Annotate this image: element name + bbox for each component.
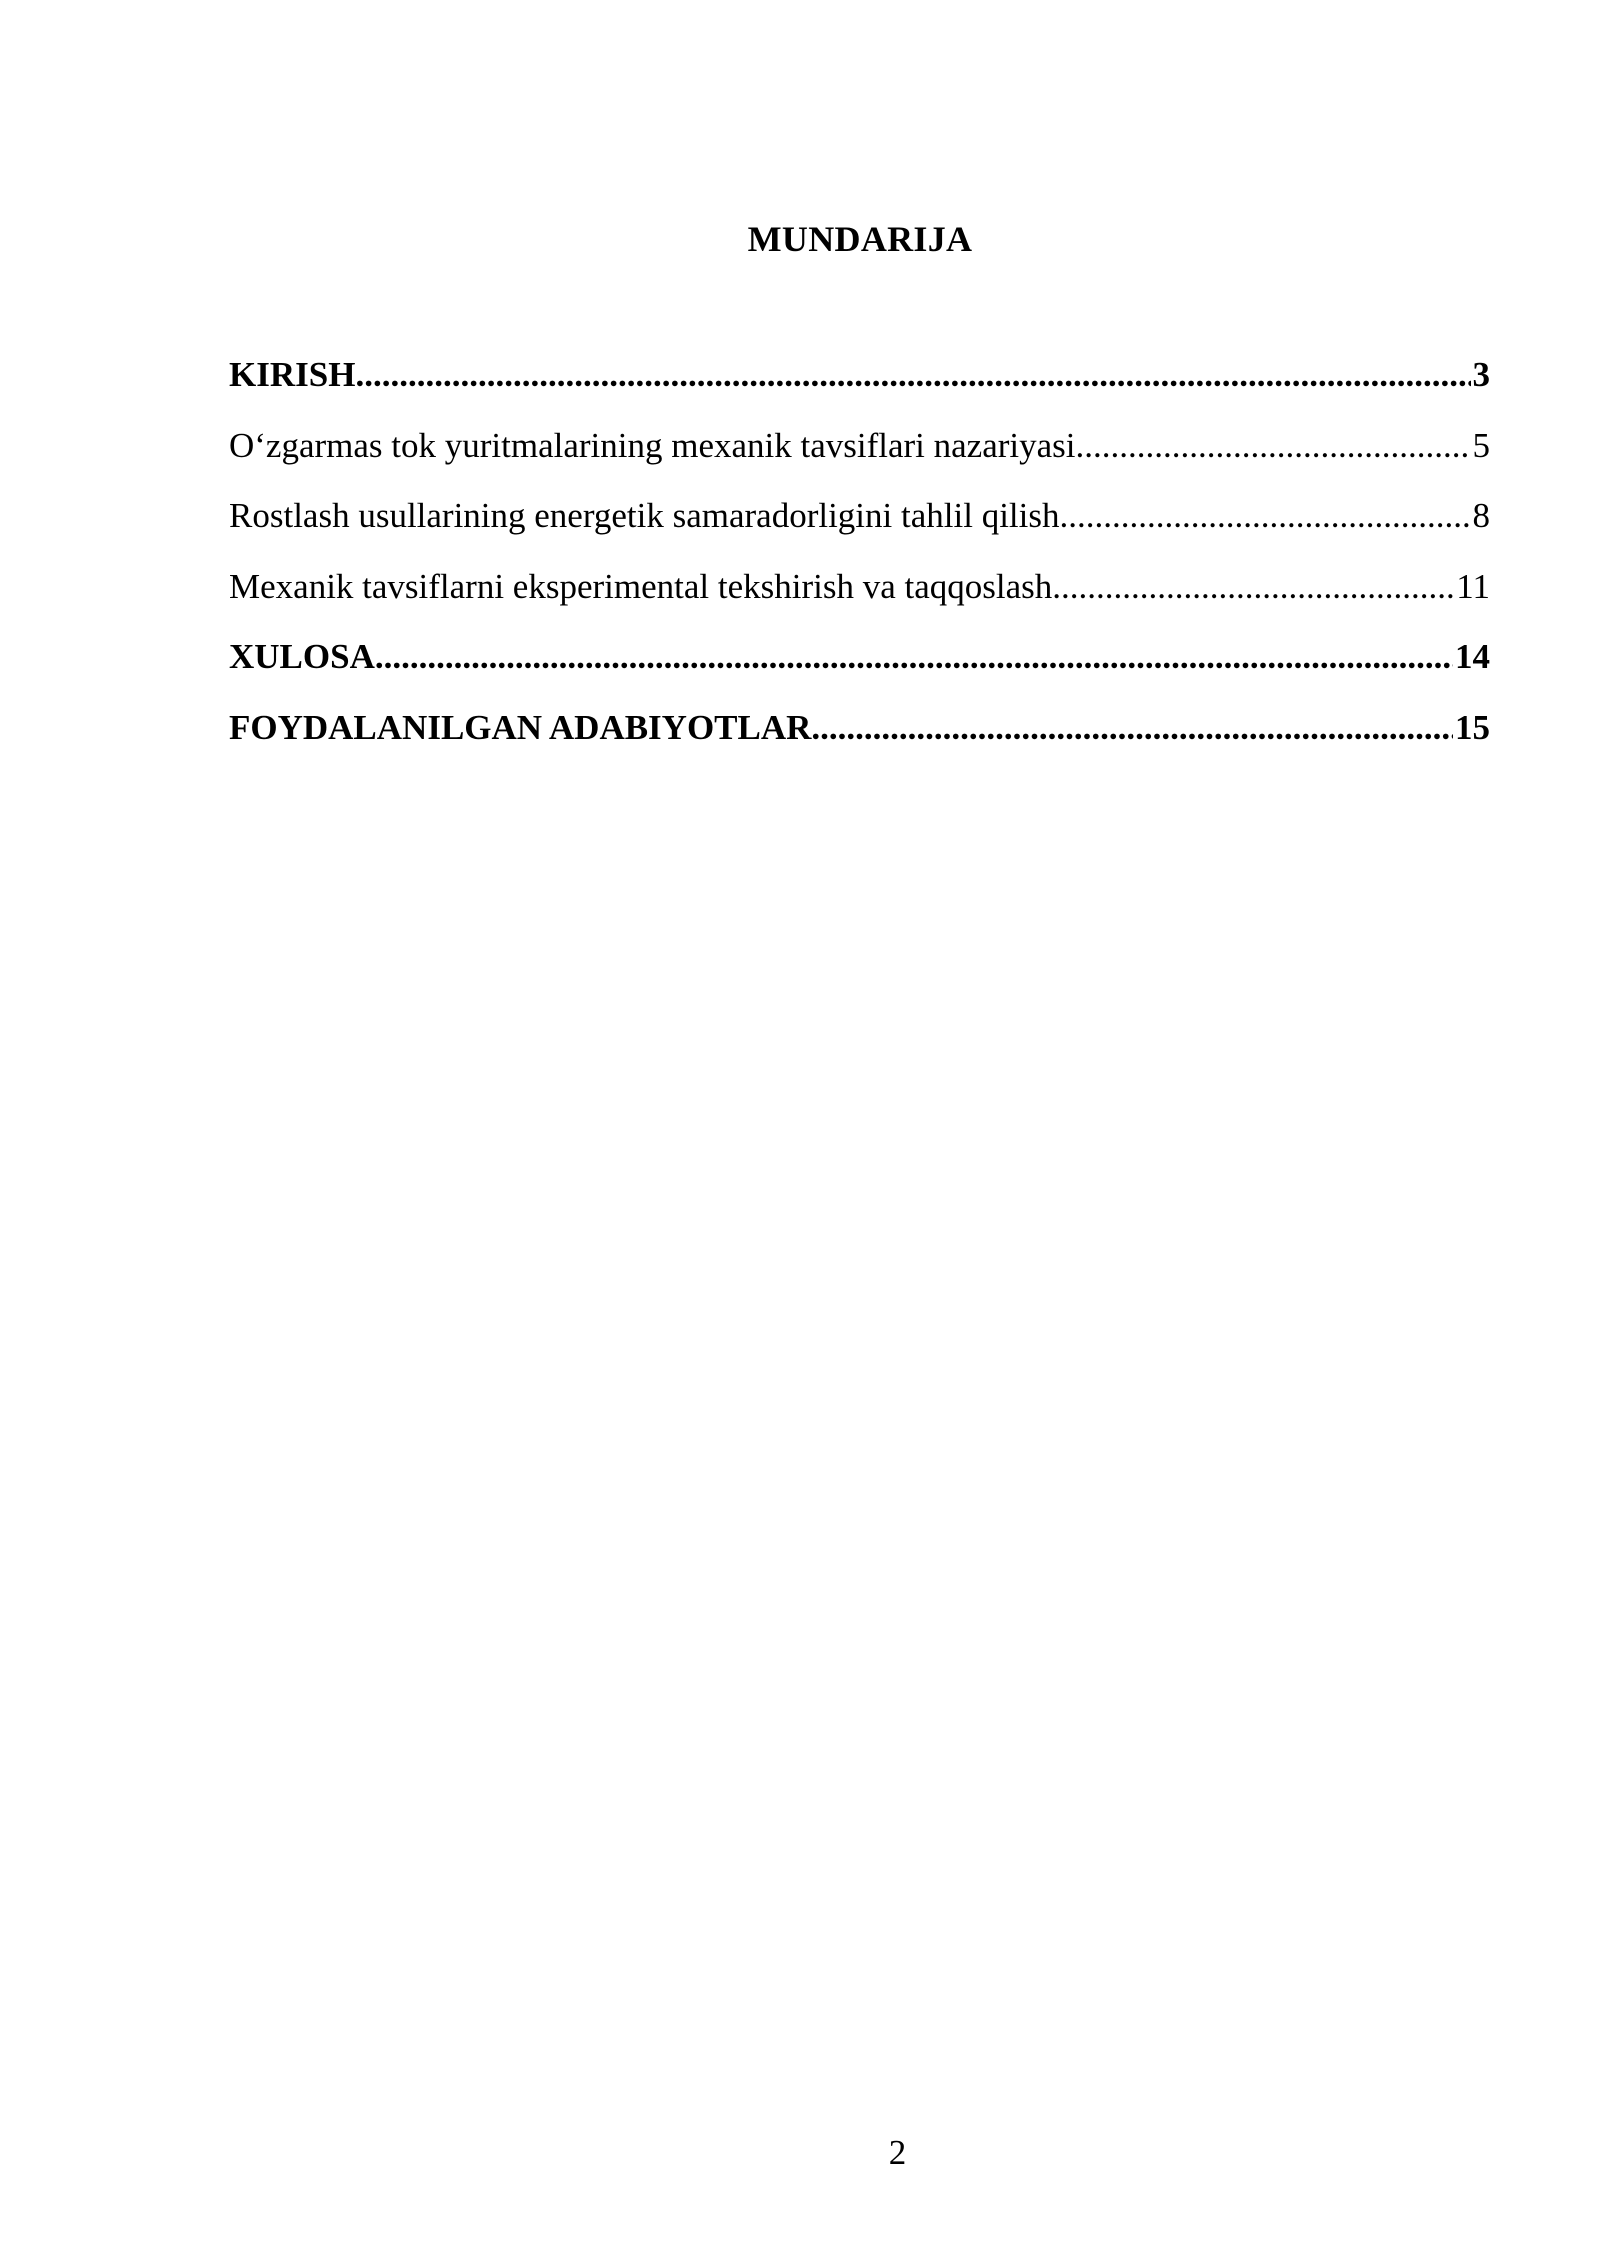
toc-dot-leader (1052, 562, 1454, 612)
toc-entry-label: O‘zgarmas tok yuritmalarining mexanik tavsiflari nazariyasi (229, 425, 1076, 465)
toc-entry-label: Mexanik tavsiflarni eksperimental tekshirish va taqqoslash (229, 566, 1053, 606)
toc-entry-xulosa (229, 632, 1490, 703)
toc-entry-kirish (229, 350, 1490, 421)
toc-dot-leader (375, 632, 1453, 682)
toc-entry-page: 14 (1455, 637, 1490, 676)
toc-entry-label: KIRISH (229, 355, 356, 394)
toc-dot-leader (1076, 421, 1471, 471)
toc-entry-label: FOYDALANILGAN ADABIYOTLAR (229, 707, 812, 747)
toc-entry-nazariyasi (229, 421, 1490, 492)
toc-entry-page: 15 (1455, 707, 1490, 747)
toc-dot-leader (1059, 491, 1470, 541)
toc-dot-leader (355, 350, 1470, 400)
toc-entry-label: XULOSA (229, 637, 375, 676)
page-number: 2 (888, 2133, 907, 2172)
toc-entry-page: 11 (1456, 566, 1490, 606)
toc-entry-page: 8 (1472, 496, 1490, 535)
toc-entry-adabiyotlar (229, 703, 1490, 774)
toc-entry-tekshirish (229, 562, 1490, 633)
toc-entry-page: 3 (1472, 355, 1490, 394)
toc-entry-tahlil (229, 491, 1490, 562)
toc-entry-label: Rostlash usullarining energetik samaradorligini tahlil qilish (229, 496, 1060, 535)
toc-entry-page: 5 (1472, 425, 1490, 465)
table-of-contents (229, 350, 1490, 773)
toc-dot-leader (811, 703, 1453, 753)
page-title: MUNDARIJA (747, 219, 973, 259)
